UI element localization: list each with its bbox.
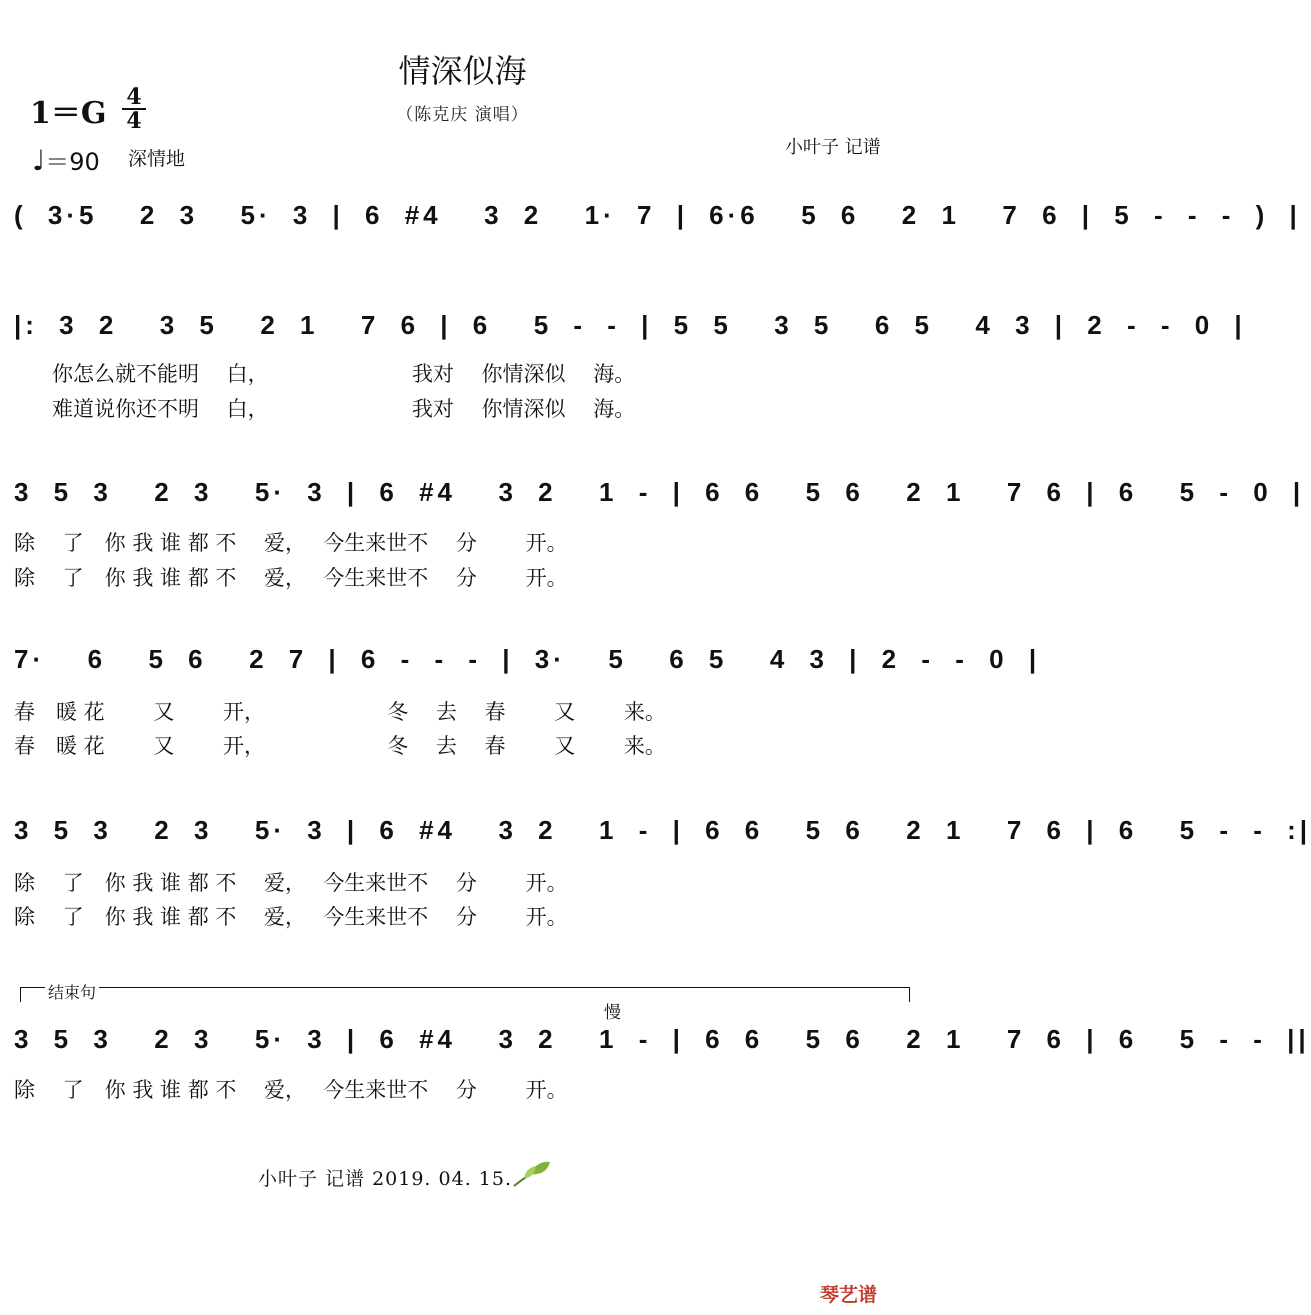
quarter-note-icon: ♩ — [32, 144, 46, 177]
transcriber-credit: 小叶子 记谱 — [785, 137, 881, 158]
row-notes: 3 5 3 2 3 5· 3 | 6 #4 3 2 1 - | 6 6 5 6 2 1 7 6 | 6 5 - - || — [14, 1024, 1310, 1054]
score-row-2 — [14, 465, 1305, 595]
score-row-1 — [14, 298, 1246, 428]
lyric-verse-2: 除 了 你 我 谁 都 不 爱， 今生来世不 分 开。 — [14, 566, 568, 590]
lyric-verse-2: 除 了 你 我 谁 都 不 爱， 今生来世不 分 开。 — [14, 905, 568, 929]
footer-credit: 小叶子 记谱 2019. 04. 15. — [258, 1168, 512, 1190]
row-notes: 3 5 3 2 3 5· 3 | 6 #4 3 2 1 - | 6 6 5 6 2 1 7 6 | 6 5 - - :| — [14, 815, 1311, 845]
ending-label: 结束句 — [45, 980, 99, 1003]
score-row-5 — [14, 1012, 1310, 1112]
leaf-icon — [512, 1158, 552, 1188]
brand-logo: 琴艺谱 — [820, 1284, 878, 1306]
tempo-value: ＝90 — [45, 148, 100, 176]
time-sig-top: 4 — [126, 84, 142, 110]
score-row-3 — [14, 632, 1041, 762]
singer-credit: （陈克庆 演唱） — [396, 105, 529, 125]
slow-mark: 慢 — [604, 1003, 621, 1023]
ending-bracket — [20, 987, 910, 1002]
row-notes: 7· 6 5 6 2 7 | 6 - - - | 3· 5 6 5 4 3 | 2 - - 0 | — [14, 644, 1041, 674]
lyric-verse-1: 除 了 你 我 谁 都 不 爱， 今生来世不 分 开。 — [14, 1078, 568, 1102]
time-sig-bottom: 4 — [126, 108, 142, 134]
lyric-verse-2: 难道说你还不明 白， 我对 你情深似 海。 — [52, 397, 636, 421]
lyric-verse-1: 除 了 你 我 谁 都 不 爱， 今生来世不 分 开。 — [14, 531, 568, 555]
tempo-mark — [32, 142, 100, 177]
key-signature: 1＝G — [30, 96, 107, 131]
row-notes: |: 3 2 3 5 2 1 7 6 | 6 5 - - | 5 5 3 5 6 5 4 3 | 2 - - 0 | — [14, 310, 1246, 340]
expression-mark: 深情地 — [128, 148, 186, 170]
time-signature — [122, 86, 146, 132]
score-row-4 — [14, 803, 1311, 933]
score-row-intro — [14, 188, 1301, 248]
lyric-verse-2: 春 暖 花 又 开， 冬 去 春 又 来。 — [14, 734, 666, 758]
song-title: 情深似海 — [398, 52, 527, 90]
lyric-verse-1: 你怎么就不能明 白， 我对 你情深似 海。 — [52, 362, 636, 386]
row-notes: 3 5 3 2 3 5· 3 | 6 #4 3 2 1 - | 6 6 5 6 2 1 7 6 | 6 5 - 0 | — [14, 477, 1305, 507]
row-notes: ( 3·5 2 3 5· 3 | 6 #4 3 2 1· 7 | 6·6 5 6 2 1 7 6 | 5 - - - ) | — [14, 200, 1301, 230]
lyric-verse-1: 春 暖 花 又 开， 冬 去 春 又 来。 — [14, 700, 666, 724]
lyric-verse-1: 除 了 你 我 谁 都 不 爱， 今生来世不 分 开。 — [14, 871, 568, 895]
